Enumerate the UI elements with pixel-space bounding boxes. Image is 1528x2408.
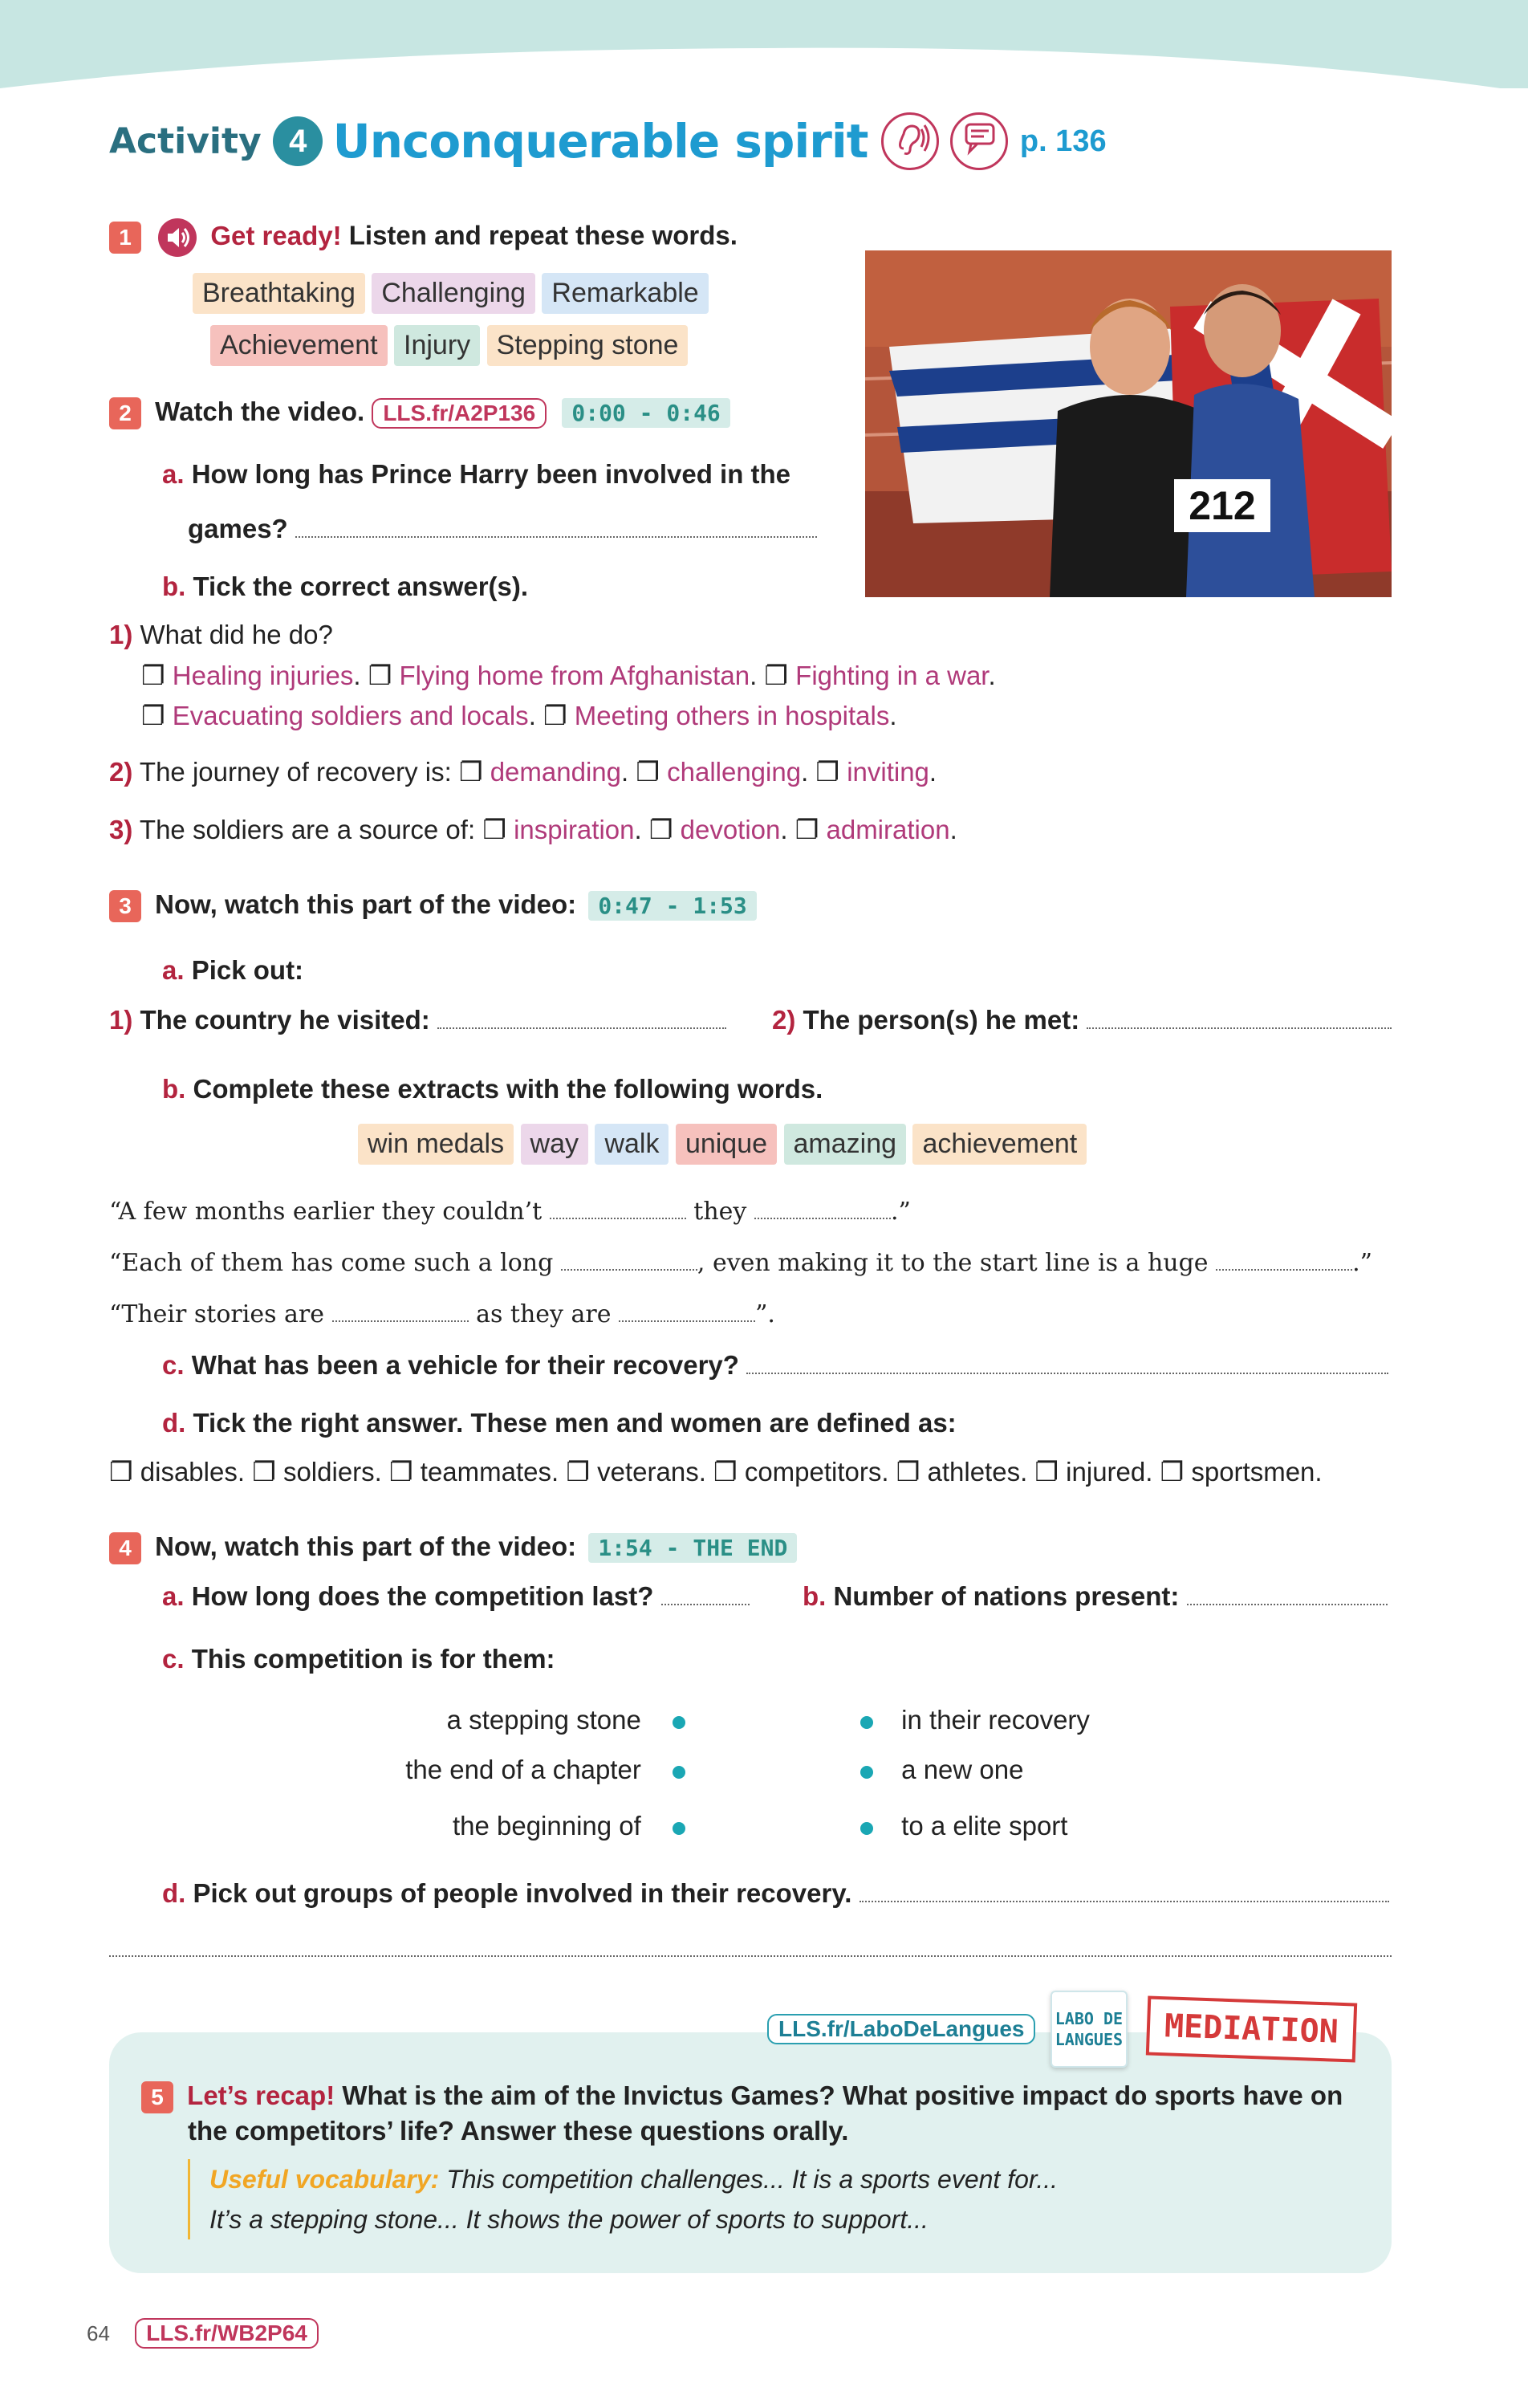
- useful-vocabulary: [188, 2159, 1058, 2239]
- answer-line[interactable]: [1216, 1264, 1352, 1271]
- activity-header: [109, 112, 1313, 177]
- page-title: Unconquerable spirit: [332, 114, 868, 169]
- checkbox[interactable]: ❐: [764, 660, 788, 691]
- item-number: 1): [109, 1005, 133, 1035]
- match-dot[interactable]: [860, 1822, 873, 1835]
- item-number: 3): [109, 815, 133, 844]
- option-text: Evacuating soldiers and locals: [172, 701, 529, 730]
- match-right-1: [860, 1705, 1090, 1735]
- section-3-instruction: Now, watch this part of the video:: [155, 889, 577, 919]
- option-text: demanding: [490, 757, 621, 787]
- checkbox[interactable]: ❐: [1034, 1456, 1059, 1487]
- question-2b-1: [109, 620, 333, 650]
- answer-line[interactable]: [754, 1213, 891, 1219]
- checkbox[interactable]: ❐: [458, 756, 483, 787]
- mediation-stamp: MEDIATION: [1146, 1995, 1357, 2062]
- video-timecode: 0:00 - 0:46: [562, 398, 729, 428]
- vocab-label: Useful vocabulary:: [209, 2165, 440, 2194]
- labo-link-row: [767, 1991, 1356, 2055]
- vocab-chip: Remarkable: [542, 273, 708, 314]
- match-dot[interactable]: [673, 1766, 685, 1779]
- answer-line[interactable]: [1087, 1023, 1392, 1029]
- question-text: How long does the competition last?: [191, 1581, 654, 1611]
- option-text: Meeting others in hospitals: [574, 701, 890, 730]
- extract-text: “Each of them has come such a long: [109, 1249, 554, 1277]
- options-row: [109, 1456, 1323, 1487]
- checkbox[interactable]: ❐: [794, 814, 819, 845]
- extract-1: [109, 1198, 911, 1226]
- question-label: b.: [803, 1581, 827, 1611]
- question-label: d.: [162, 1878, 186, 1908]
- option-text: sportsmen.: [1191, 1457, 1323, 1487]
- extract-text: .”: [1352, 1249, 1372, 1277]
- vocab-chip: Achievement: [210, 325, 388, 366]
- option-text: Fighting in a war: [795, 661, 989, 690]
- option-text: challenging: [667, 757, 802, 787]
- match-text: the beginning of: [452, 1811, 641, 1841]
- item-text: The country he visited:: [140, 1005, 430, 1035]
- item-text: What did he do?: [140, 620, 333, 649]
- question-text: Pick out:: [191, 955, 304, 985]
- question-label: a.: [162, 459, 185, 489]
- question-text: Tick the correct answer(s).: [193, 571, 529, 601]
- item-number: 2): [772, 1005, 796, 1035]
- vocab-chip: Injury: [394, 325, 480, 366]
- answer-line-full[interactable]: [109, 1955, 1392, 1957]
- match-text: a new one: [901, 1755, 1024, 1784]
- word-chip: unique: [676, 1124, 777, 1165]
- option-text: admiration: [826, 815, 950, 844]
- recap-lead: Let’s recap!: [187, 2081, 335, 2110]
- recap-question-line-2: [188, 2116, 848, 2146]
- question-2a-line: [188, 514, 817, 544]
- options-row: ❐ Evacuating soldiers and locals. ❐ Meeting others in hospitals.: [141, 700, 897, 731]
- match-text: in their recovery: [901, 1705, 1090, 1735]
- match-dot[interactable]: [673, 1822, 685, 1835]
- word-bank: [358, 1124, 1090, 1165]
- section-2-heading: [109, 397, 730, 429]
- question-text: Pick out groups of people involved in their recovery.: [193, 1878, 852, 1908]
- question-label: b.: [162, 571, 186, 601]
- question-label: d.: [162, 1408, 186, 1438]
- section-3-heading: [109, 889, 757, 922]
- match-text: to a elite sport: [901, 1811, 1068, 1841]
- question-3d: [162, 1408, 957, 1438]
- item-text: The soldiers are a source of:: [139, 815, 476, 844]
- option-text: Healing injuries: [172, 661, 354, 690]
- extract-text: , even making it to the start line is a huge: [697, 1249, 1209, 1277]
- question-2b-2: 2) The journey of recovery is: ❐ demanding. ❐ challenging. ❐ inviting.: [109, 756, 937, 787]
- match-dot[interactable]: [673, 1716, 685, 1729]
- word-chip: way: [521, 1124, 588, 1165]
- option-text: soldiers.: [282, 1457, 382, 1487]
- option-text: athletes.: [927, 1457, 1028, 1487]
- extract-text: ”.: [755, 1300, 775, 1328]
- section-1-heading: [109, 218, 738, 257]
- question-3a-1: [109, 1005, 726, 1035]
- vocab-chips-row-2: [210, 325, 691, 366]
- extract-text: .”: [890, 1198, 911, 1226]
- question-3b: [162, 1074, 823, 1104]
- option-text: devotion: [680, 815, 781, 844]
- section-2-instruction: Watch the video.: [155, 397, 365, 426]
- question-label: a.: [162, 1581, 185, 1611]
- checkbox[interactable]: ❐: [815, 756, 840, 787]
- option-text: Flying home from Afghanistan: [399, 661, 750, 690]
- extract-3: [109, 1300, 775, 1328]
- question-text: How long has Prince Harry been involved in the: [191, 459, 791, 489]
- recap-text: the competitors’ life? Answer these questions orally.: [188, 2116, 849, 2146]
- question-label: c.: [162, 1350, 185, 1380]
- match-right-2: [860, 1755, 1023, 1785]
- section-4-heading: [109, 1531, 797, 1564]
- word-chip: win medals: [358, 1124, 514, 1165]
- option-text: injured.: [1066, 1457, 1153, 1487]
- footer: [87, 2318, 319, 2349]
- answer-line[interactable]: [619, 1316, 755, 1322]
- top-decorative-band: [0, 0, 1528, 88]
- checkbox[interactable]: ❐: [896, 1456, 920, 1487]
- labo-link[interactable]: LLS.fr/LaboDeLangues: [767, 2014, 1035, 2044]
- speaking-icon: [950, 112, 1008, 170]
- video-link[interactable]: LLS.fr/A2P136: [372, 398, 547, 429]
- question-2b-3: 3) The soldiers are a source of: ❐ inspiration. ❐ devotion. ❐ admiration.: [109, 814, 957, 845]
- question-text: What has been a vehicle for their recovery?: [191, 1350, 739, 1380]
- option-text: teammates.: [420, 1457, 559, 1487]
- question-text: Number of nations present:: [833, 1581, 1180, 1611]
- vocab-text: It’s a stepping stone... It shows the power of sports to support...: [209, 2205, 929, 2234]
- activity-number-badge: 4: [273, 116, 323, 166]
- word-chip: achievement: [912, 1124, 1087, 1165]
- question-2b: [162, 571, 528, 602]
- footer-link[interactable]: LLS.fr/WB2P64: [135, 2318, 319, 2349]
- checkbox[interactable]: ❐: [543, 700, 567, 731]
- section-number: 4: [109, 1532, 141, 1564]
- question-text: This competition is for them:: [191, 1644, 555, 1674]
- word-chip: amazing: [784, 1124, 907, 1165]
- checkbox[interactable]: ❐: [368, 660, 392, 691]
- option-text: disables.: [140, 1457, 246, 1487]
- match-text: a stepping stone: [446, 1705, 641, 1735]
- section-1-instruction: Listen and repeat these words.: [348, 220, 738, 250]
- extract-text: “Their stories are: [109, 1300, 325, 1328]
- option-text: inspiration: [514, 815, 635, 844]
- checkbox[interactable]: ❐: [252, 1456, 276, 1487]
- checkbox[interactable]: ❐: [713, 1456, 738, 1487]
- word-chip: walk: [595, 1124, 668, 1165]
- section-number: 2: [109, 397, 141, 429]
- checkbox[interactable]: ❐: [636, 756, 660, 787]
- question-3a-2: [772, 1005, 1392, 1035]
- question-text: Complete these extracts with the following words.: [193, 1074, 823, 1104]
- answer-line[interactable]: [561, 1264, 697, 1271]
- item-text: The person(s) he met:: [803, 1005, 1080, 1035]
- question-text: Tick the right answer. These men and women are defined as:: [193, 1408, 957, 1438]
- bib-number: 212: [1189, 483, 1256, 528]
- option-text: veterans.: [597, 1457, 706, 1487]
- labo-de-langues-logo[interactable]: [1050, 1991, 1128, 2068]
- question-label: b.: [162, 1074, 186, 1104]
- question-label: a.: [162, 955, 185, 985]
- section-number: 5: [141, 2081, 173, 2113]
- checkbox[interactable]: ❐: [141, 700, 165, 731]
- question-label: c.: [162, 1644, 185, 1674]
- checkbox[interactable]: ❐: [389, 1456, 413, 1487]
- answer-line[interactable]: [437, 1023, 726, 1029]
- options-row: ❐ Healing injuries. ❐ Flying home from Afghanistan. ❐ Fighting in a war.: [141, 660, 996, 691]
- question-3c: [162, 1350, 1388, 1381]
- recap-question: [141, 2076, 1369, 2116]
- recap-text: What is the aim of the Invictus Games? What positive impact do sports have on: [342, 2081, 1343, 2110]
- section-number: 1: [109, 222, 141, 254]
- labo-logo-line: LABO DE: [1055, 2009, 1124, 2028]
- checkbox[interactable]: ❐: [566, 1456, 590, 1487]
- extract-text: “A few months earlier they couldn’t: [109, 1198, 543, 1226]
- listening-icon: [881, 112, 939, 170]
- match-left-3: [453, 1811, 685, 1841]
- question-4d: [162, 1878, 1389, 1909]
- match-right-3: [860, 1811, 1067, 1841]
- checkbox[interactable]: ❐: [648, 814, 673, 845]
- answer-line[interactable]: [860, 1896, 1389, 1902]
- item-number: 2): [109, 757, 133, 787]
- video-timecode: 1:54 - THE END: [588, 1533, 797, 1563]
- answer-line[interactable]: [746, 1368, 1388, 1374]
- extract-text: they: [693, 1198, 747, 1226]
- option-text: competitors.: [744, 1457, 889, 1487]
- match-dot[interactable]: [860, 1716, 873, 1729]
- vocab-chips-row-1: [193, 273, 712, 314]
- question-4a: [162, 1581, 750, 1612]
- page-number: 64: [87, 2321, 110, 2345]
- answer-line[interactable]: [295, 531, 817, 538]
- checkbox[interactable]: ❐: [1160, 1456, 1185, 1487]
- checkbox[interactable]: ❐: [141, 660, 165, 691]
- answer-line[interactable]: [332, 1316, 469, 1322]
- checkbox[interactable]: ❐: [109, 1456, 133, 1487]
- get-ready-label: Get ready!: [210, 220, 342, 250]
- match-text: the end of a chapter: [405, 1755, 641, 1784]
- vocab-text: This competition challenges... It is a sports event for...: [446, 2165, 1059, 2194]
- item-number: 1): [109, 620, 133, 649]
- audio-icon[interactable]: [158, 218, 197, 257]
- question-2a: [162, 459, 828, 490]
- section-4-instruction: Now, watch this part of the video:: [155, 1531, 577, 1561]
- option-text: inviting: [847, 757, 929, 787]
- extract-2: [109, 1249, 1372, 1277]
- item-text: The journey of recovery is:: [139, 757, 452, 787]
- match-dot[interactable]: [860, 1766, 873, 1779]
- activity-label: Activity: [109, 120, 262, 162]
- match-left-1: [447, 1705, 685, 1735]
- answer-line[interactable]: [1187, 1599, 1388, 1605]
- page-reference[interactable]: p. 136: [1019, 124, 1107, 158]
- answer-line[interactable]: [550, 1213, 686, 1219]
- extract-text: as they are: [476, 1300, 612, 1328]
- question-4c: [162, 1644, 555, 1674]
- vocab-chip: Challenging: [372, 273, 535, 314]
- question-4b: [803, 1581, 1388, 1612]
- question-text: games?: [188, 514, 288, 543]
- vocab-chip: Breathtaking: [193, 273, 365, 314]
- labo-logo-line: LANGUES: [1055, 2030, 1124, 2049]
- match-left-2: [405, 1755, 685, 1785]
- photo-athletes: [865, 250, 1392, 597]
- vocab-chip: Stepping stone: [487, 325, 689, 366]
- question-3a: [162, 955, 303, 986]
- checkbox[interactable]: ❐: [482, 814, 506, 845]
- answer-line[interactable]: [661, 1599, 750, 1605]
- section-number: 3: [109, 890, 141, 922]
- video-timecode: 0:47 - 1:53: [588, 891, 756, 921]
